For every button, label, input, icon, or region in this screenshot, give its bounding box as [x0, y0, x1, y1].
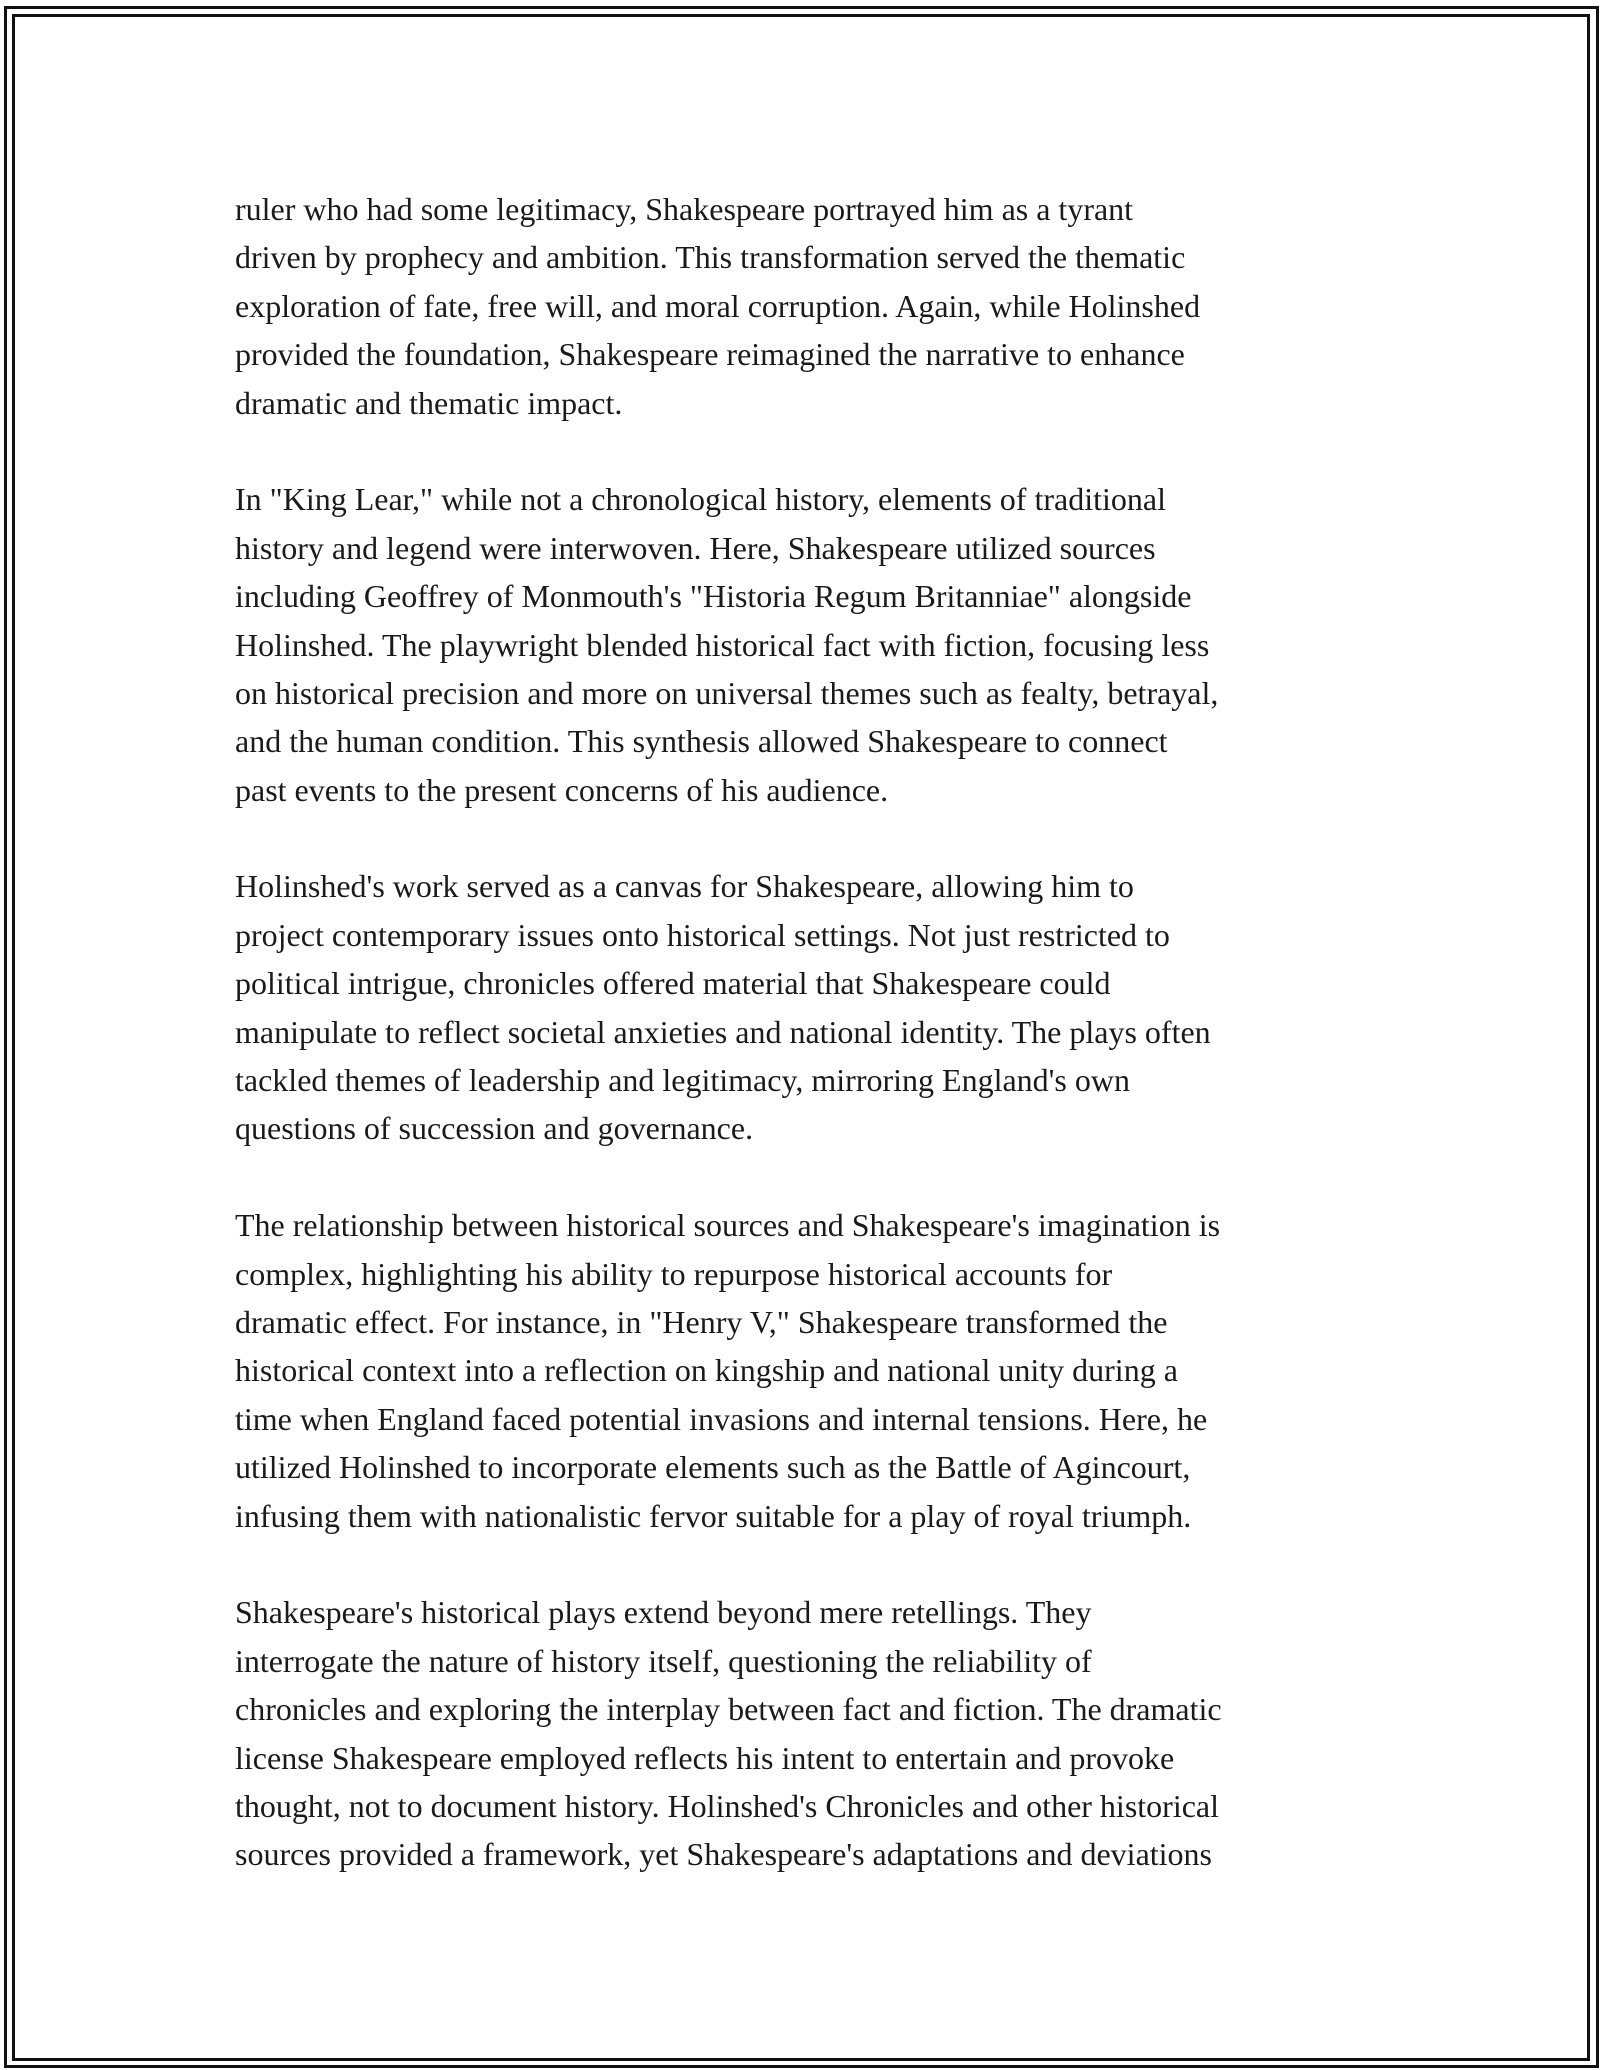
text-line: chronicles and exploring the interplay between fact and fiction. The dramatic: [235, 1691, 1222, 1728]
text-line: including Geoffrey of Monmouth's "Historia Regum Britanniae" alongside: [235, 578, 1192, 615]
text-line: project contemporary issues onto historical settings. Not just restricted to: [235, 916, 1170, 953]
text-line: complex, highlighting his ability to repurpose historical accounts for: [235, 1255, 1113, 1292]
paragraph-historical-plays: [235, 1588, 1375, 1878]
text-line: license Shakespeare employed reflects his intent to entertain and provoke: [235, 1739, 1175, 1776]
text-line: Holinshed. The playwright blended historical fact with fiction, focusing less: [235, 626, 1210, 663]
text-line: and the human condition. This synthesis allowed Shakespeare to connect: [235, 723, 1168, 760]
text-line: on historical precision and more on universal themes such as fealty, betrayal,: [235, 674, 1219, 711]
text-line: Holinshed's work served as a canvas for Shakespeare, allowing him to: [235, 868, 1134, 905]
text-line: political intrigue, chronicles offered material that Shakespeare could: [235, 965, 1111, 1002]
paragraph-henry-v: [235, 1201, 1375, 1540]
text-line: manipulate to reflect societal anxieties and national identity. The plays often: [235, 1013, 1211, 1050]
paragraph-holinshed-canvas: [235, 862, 1375, 1152]
text-line: questions of succession and governance.: [235, 1110, 754, 1147]
text-line: past events to the present concerns of his audience.: [235, 771, 889, 808]
document-body: [235, 185, 1375, 1927]
text-line: Shakespeare's historical plays extend beyond mere retellings. They: [235, 1594, 1092, 1631]
text-line: ruler who had some legitimacy, Shakespeare portrayed him as a tyrant: [235, 191, 1134, 227]
text-line: dramatic and thematic impact.: [235, 384, 623, 421]
text-line: dramatic effect. For instance, in "Henry V," Shakespeare transformed the: [235, 1303, 1168, 1340]
text-line: interrogate the nature of history itself, questioning the reliability of: [235, 1642, 1092, 1679]
text-line: thought, not to document history. Holinshed's Chronicles and other historical: [235, 1787, 1219, 1824]
text-line: utilized Holinshed to incorporate elements such as the Battle of Agincourt,: [235, 1449, 1191, 1486]
paragraph-king-lear: [235, 475, 1375, 814]
text-line: driven by prophecy and ambition. This transformation served the thematic: [235, 239, 1186, 276]
text-line: exploration of fate, free will, and moral corruption. Again, while Holinshed: [235, 287, 1201, 324]
text-line: historical context into a reflection on kingship and national unity during a: [235, 1352, 1178, 1389]
text-line: The relationship between historical sources and Shakespeare's imagination is: [235, 1207, 1221, 1244]
text-line: tackled themes of leadership and legitimacy, mirroring England's own: [235, 1062, 1130, 1099]
text-line: In "King Lear," while not a chronological history, elements of traditional: [235, 481, 1166, 518]
text-line: time when England faced potential invasions and internal tensions. Here, he: [235, 1400, 1208, 1437]
text-line: infusing them with nationalistic fervor suitable for a play of royal triumph.: [235, 1497, 1192, 1534]
text-line: sources provided a framework, yet Shakespeare's adaptations and deviations: [235, 1836, 1212, 1873]
text-line: history and legend were interwoven. Here, Shakespeare utilized sources: [235, 529, 1156, 566]
paragraph-macbeth: [235, 185, 1375, 427]
text-line: provided the foundation, Shakespeare reimagined the narrative to enhance: [235, 336, 1185, 373]
